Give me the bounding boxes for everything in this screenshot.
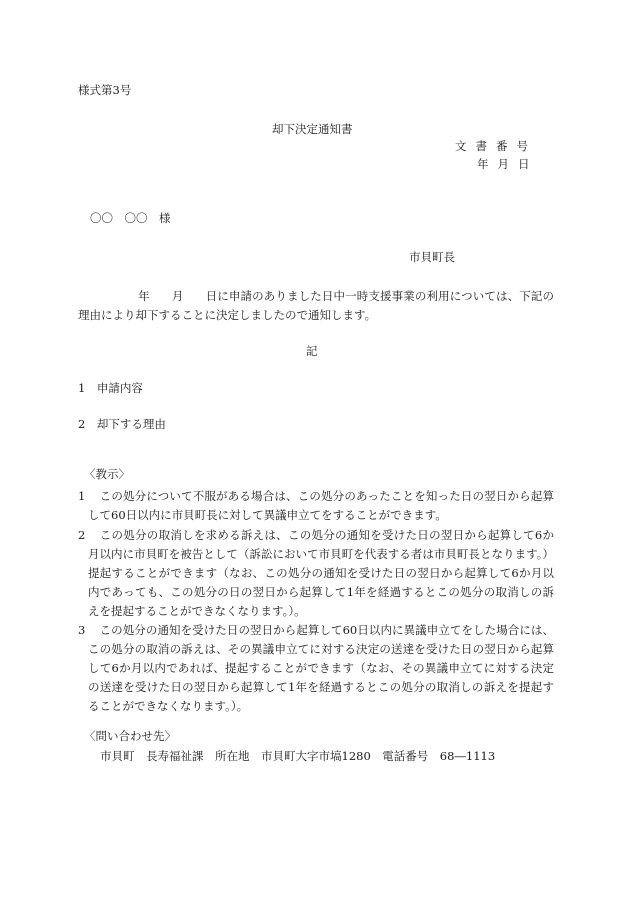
paragraph-number: 2 — [78, 528, 86, 542]
date-label: 年月日 — [477, 157, 539, 171]
instruction-paragraph-2 — [78, 526, 554, 621]
contact-heading: 〈問い合わせ先〉 — [84, 729, 176, 743]
paragraph-number: 3 — [78, 623, 86, 637]
item-application-content: 1 申請内容 — [78, 381, 143, 395]
form-number: 様式第3号 — [78, 83, 132, 97]
paragraph-text: この処分の取消しを求める訴えは、この処分の通知を受けた日の翌日から起算して6か月以内に市貝町を被告として（訴訟において市貝町を代表する者は市貝町長となります。）提起することができます（なお、この処分の通知を受けた日の翌日から起算して6か月以内であっても、この処分の日の翌日から起算して1年を経過するとこの処分の取消しの訴えを提起することができなくなります。）。 — [88, 528, 554, 618]
instruction-paragraph-1 — [78, 487, 554, 525]
item-rejection-reason: 2 却下する理由 — [78, 417, 166, 431]
notice-body — [78, 287, 554, 325]
instruction-paragraph-3 — [78, 621, 554, 716]
paragraph-text: この処分について不服がある場合は、この処分のあったことを知った日の翌日から起算して60日以内に市貝町長に対して異議申立てをすることができます。 — [88, 489, 554, 522]
body-year: 年 — [138, 289, 150, 303]
document-number-label: 文書番号 — [455, 139, 537, 153]
body-month: 月 — [171, 289, 184, 303]
body-text: 日に申請のありました日中一時支援事業の利用については、下記の理由により却下することに決定しましたので通知します。 — [78, 289, 554, 322]
document-title: 却下決定通知書 — [272, 122, 353, 136]
addressee: 〇〇 〇〇 様 — [90, 211, 171, 225]
paragraph-number: 1 — [78, 489, 86, 503]
ki-heading: 記 — [306, 344, 318, 358]
paragraph-text: この処分の通知を受けた日の翌日から起算して60日以内に異議申立てをした場合には、この処分の取消の訴えは、その異議申立てに対する決定の送達を受けた日の翌日から起算して6か月以内であれば、提起することができます（なお、その異議申立てに対する決定の送達を受けた日の翌日から起算して1年を経過するとこの処分の取消しの訴えを提起することができなくなります。）。 — [88, 623, 554, 713]
sender: 市貝町長 — [409, 250, 455, 264]
instruction-heading: 〈教示〉 — [84, 467, 130, 481]
contact-line: 市貝町 長寿福祉課 所在地 市貝町大字市塙1280 電話番号 68―1113 — [100, 749, 496, 763]
